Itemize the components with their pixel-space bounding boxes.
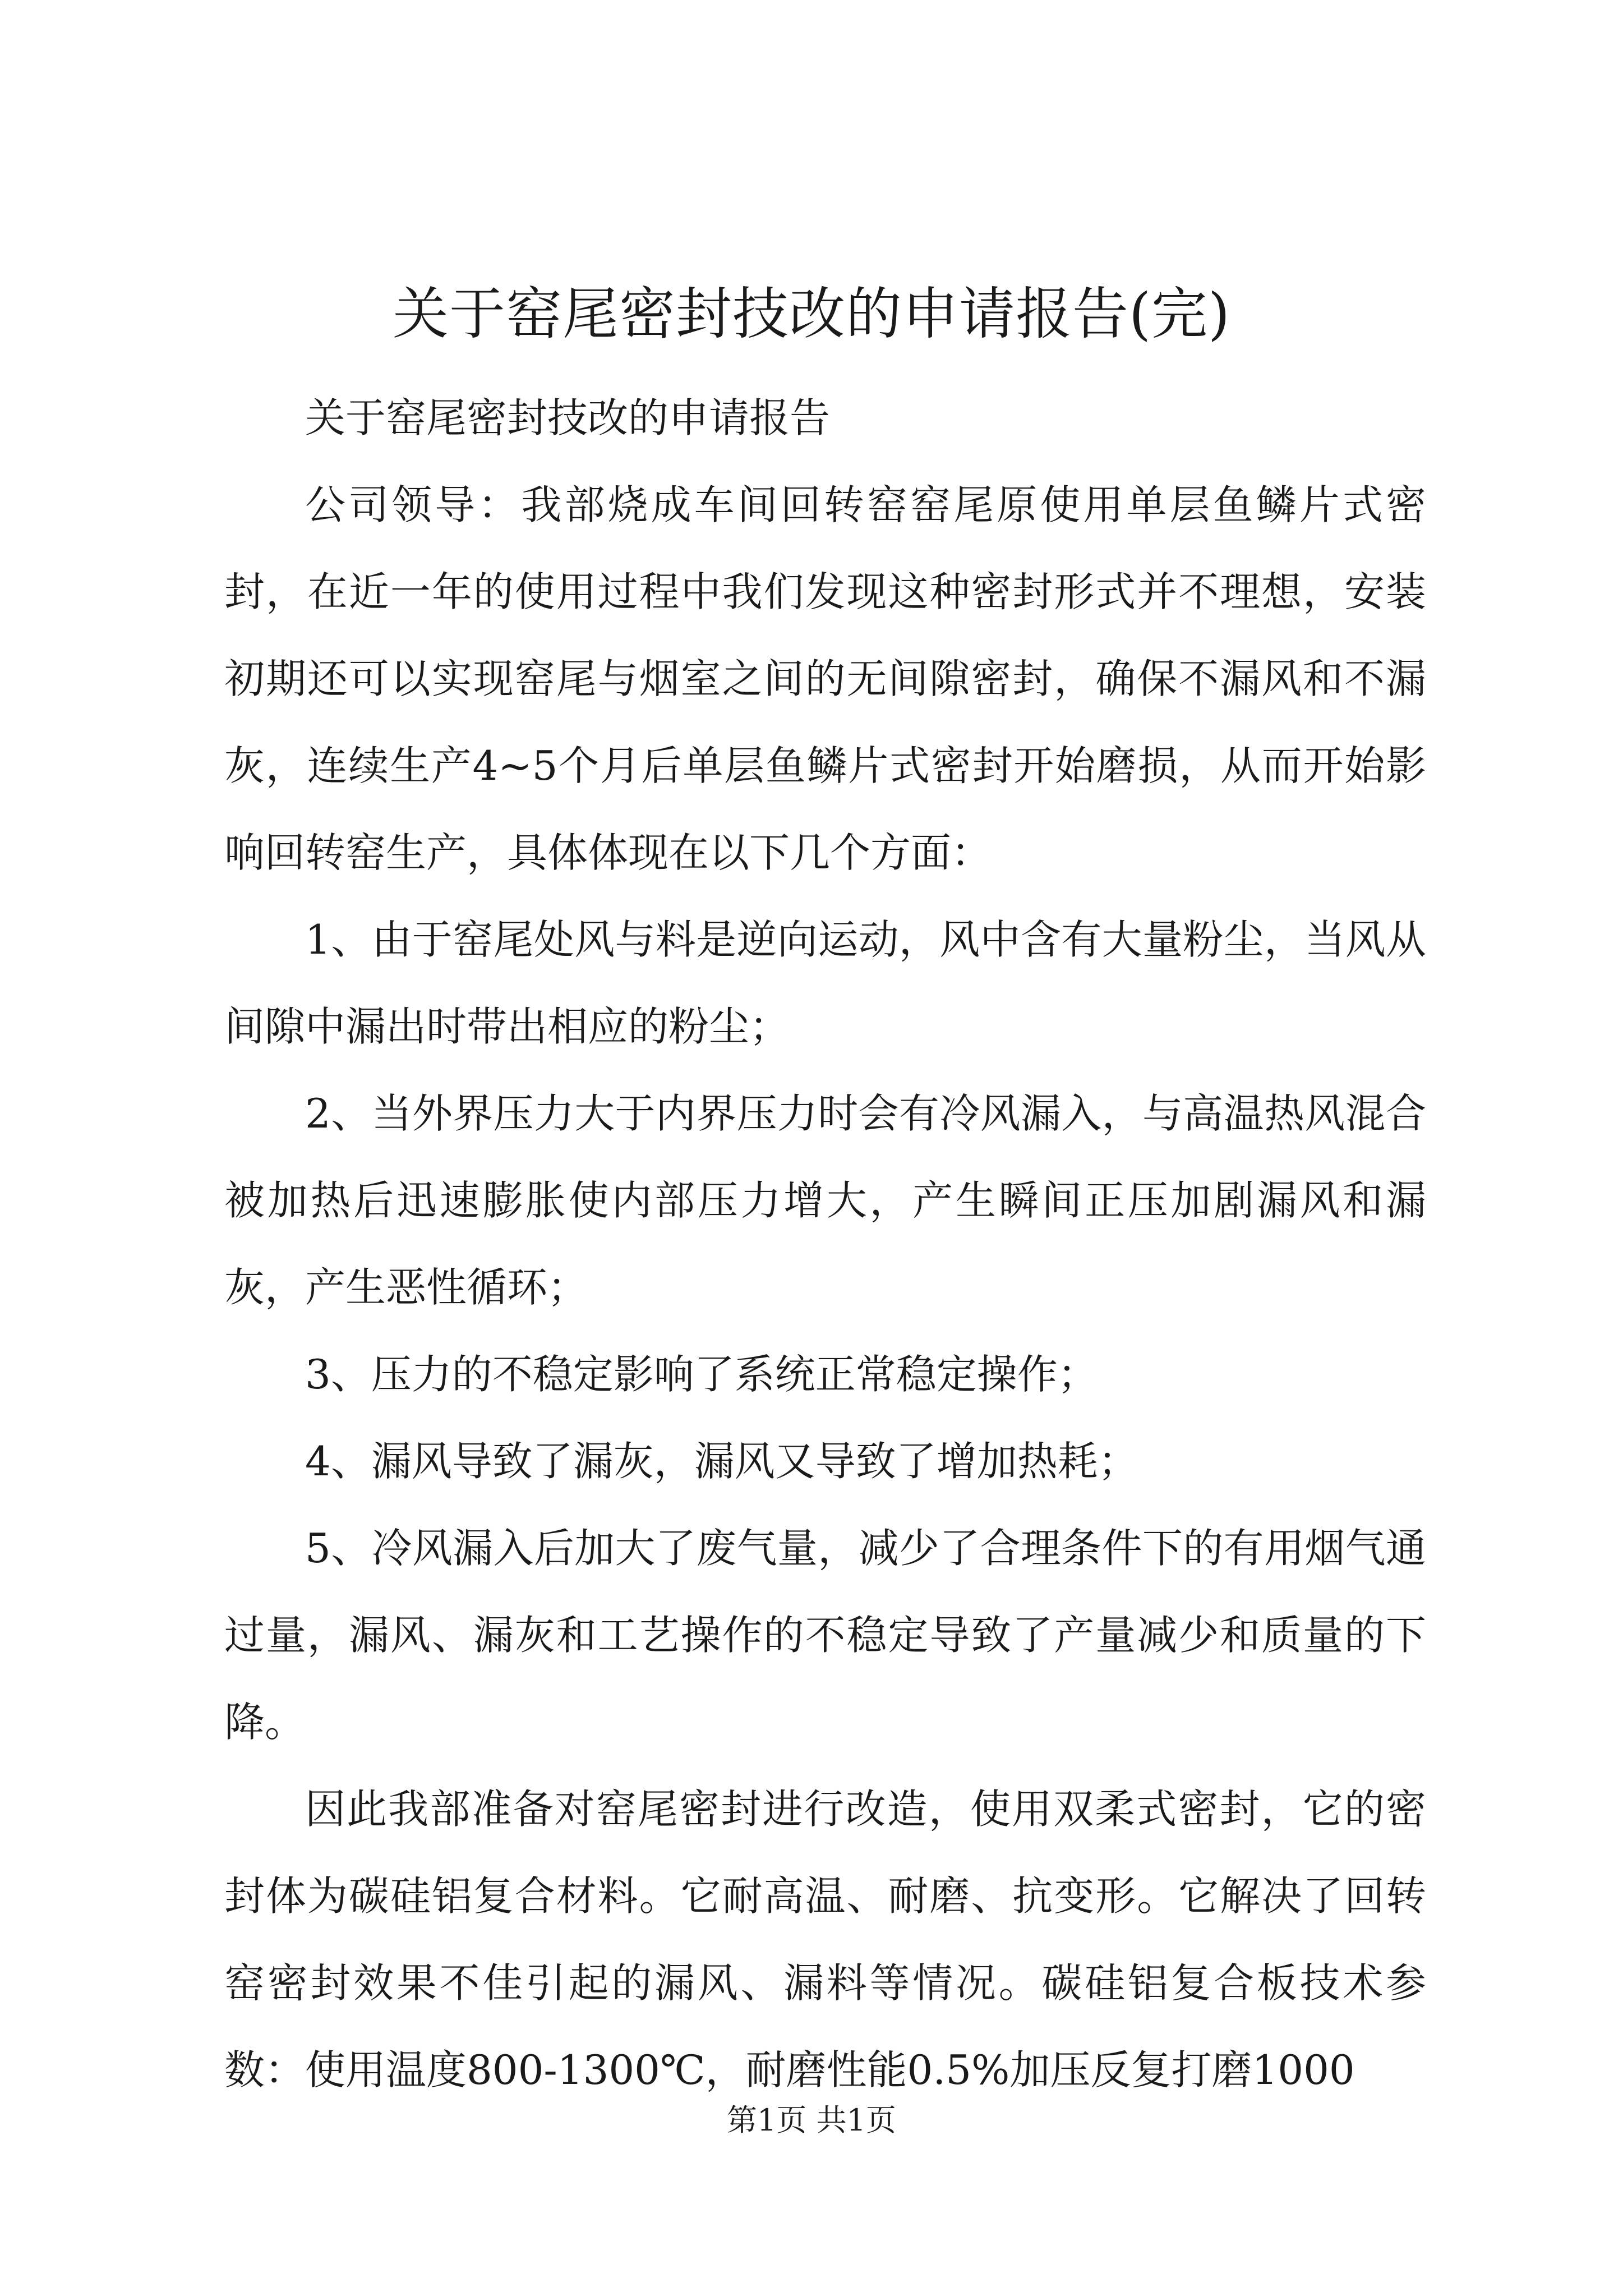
paragraph-intro: 公司领导：我部烧成车间回转窑窑尾原使用单层鱼鳞片式密封，在近一年的使用过程中我们发现这种密封形式并不理想，安装初期还可以实现窑尾与烟室之间的无间隙密封，确保不漏风和不漏灰，连续生产4~5个月后单层鱼鳞片式密封开始磨损，从而开始影响回转窑生产，具体体现在以下几个方面： xyxy=(224,481,1426,876)
paragraph-proposal: 因此我部准备对窑尾密封进行改造，使用双柔式密封，它的密封体为碳硅铝复合材料。它耐高温、耐磨、抗变形。它解决了回转窑密封效果不佳引起的漏风、漏料等情况。碳硅铝复合板技术参数：使用温度800-1300℃，耐磨性能0.5%加压反复打磨1000 xyxy=(224,1786,1426,2093)
paragraph-subtitle: 关于窑尾密封技改的申请报告 xyxy=(305,394,831,441)
paragraph-item-2: 2、当外界压力大于内界压力时会有冷风漏入，与高温热风混合被加热后迅速膨胀使内部压力增大，产生瞬间正压加剧漏风和漏灰，产生恶性循环； xyxy=(224,1090,1426,1311)
paragraph-item-5: 5、冷风漏入后加大了废气量，减少了合理条件下的有用烟气通过量，漏风、漏灰和工艺操作的不稳定导致了产量减少和质量的下降。 xyxy=(224,1525,1426,1746)
document-title: 关于窑尾密封技改的申请报告(完) xyxy=(392,281,1231,347)
page-footer: 第1页 共1页 xyxy=(727,2102,896,2138)
paragraph-item-4: 4、漏风导致了漏灰，漏风又导致了增加热耗； xyxy=(305,1438,1138,1485)
document-body xyxy=(224,375,1426,2114)
paragraph-item-3: 3、压力的不稳定影响了系统正常稳定操作； xyxy=(305,1351,1098,1398)
paragraph-item-1: 1、由于窑尾处风与料是逆向运动，风中含有大量粉尘，当风从间隙中漏出时带出相应的粉尘； xyxy=(224,916,1426,1050)
